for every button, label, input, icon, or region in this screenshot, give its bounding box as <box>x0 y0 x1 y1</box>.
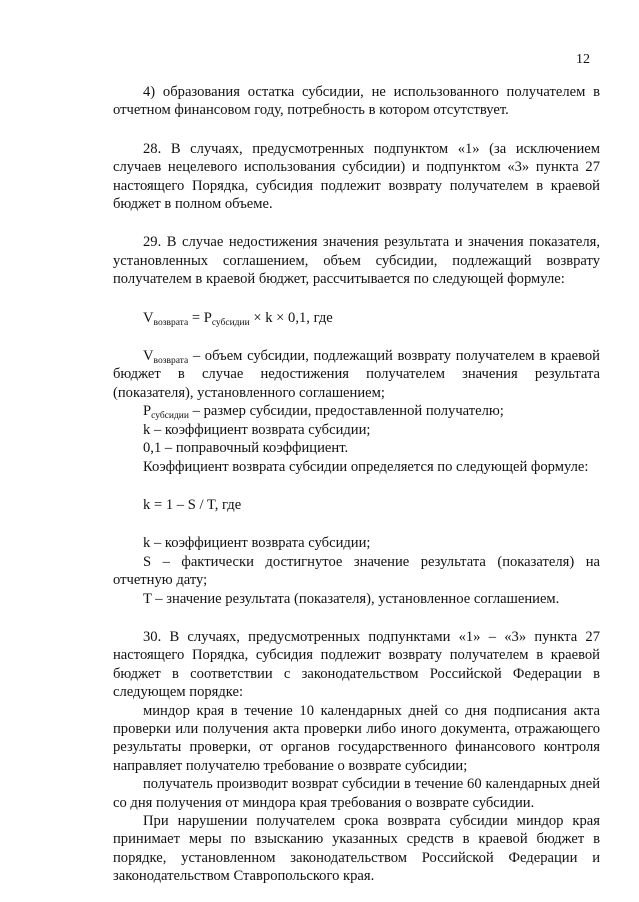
paragraph-30-violation: При нарушении получателем срока возврата субсидии миндор края принимает меры по взысканию указанных средств в краевой бюджет в порядке, установленном законодательством Российской Федерации и законодательством Ставропольского края. <box>113 813 600 885</box>
spacer <box>113 213 600 233</box>
def-v-text: – объем субсидии, подлежащий возврату получателем в краевой бюджет в случае недостижения получателем значения результата (показателя), установленного соглашением; <box>113 348 600 401</box>
definition-s: S – фактически достигнутое значение результата (показателя) на отчетную дату; <box>113 553 600 589</box>
paragraph-item-4: 4) образования остатка субсидии, не использованного получателем в отчетном финансовом году, потребность в котором отсутствует. <box>113 84 600 119</box>
formula-p-subscript: субсидии <box>211 317 250 328</box>
spacer <box>113 608 600 628</box>
def-v-symbol: V <box>143 348 154 365</box>
definition-k2: k – коэффициент возврата субсидии; <box>143 535 371 552</box>
page-number: 12 <box>576 52 590 67</box>
def-p-text: – размер субсидии, предоставленной получателю; <box>188 403 504 420</box>
formula-refund-volume <box>113 309 600 327</box>
formula-coefficient: k = 1 – S / T, где <box>143 496 242 513</box>
def-p-symbol: P <box>143 403 152 420</box>
spacer <box>113 327 600 347</box>
formula-eq-p: = P <box>188 309 212 326</box>
definition-v <box>113 347 600 402</box>
paragraph-30: 30. В случаях, предусмотренных подпунктами «1» – «3» пункта 27 настоящего Порядка, субсидия подлежит возврату получателем в краевой бюджет в соответствии с законодательством Российской Федерации в следующем порядке: <box>113 628 600 701</box>
spacer <box>113 514 600 534</box>
paragraph-29: 29. В случае недостижения значения результата и значения показателя, установленных соглашением, объем субсидии, подлежащий возврату получателем в краевой бюджет, рассчитывается по следующей формуле: <box>113 234 600 288</box>
document-body <box>113 83 600 886</box>
formula-rest: × k × 0,1, где <box>249 309 333 326</box>
spacer <box>113 120 600 140</box>
definition-p <box>113 402 600 420</box>
def-v-subscript: возврата <box>153 356 189 367</box>
coefficient-intro: Коэффициент возврата субсидии определяется по следующей формуле: <box>143 458 589 475</box>
definition-t: T – значение результата (показателя), установленное соглашением. <box>143 590 560 607</box>
paragraph-30-step-a: миндор края в течение 10 календарных дней со дня подписания акта проверки или получения акта проверки либо иного документа, отражающего результаты проверки, от органов государственного финансового контроля направляет получателю требование о возврате субсидии; <box>113 702 600 774</box>
def-p-subscript: субсидии <box>151 411 189 422</box>
formula-v-subscript: возврата <box>153 317 189 328</box>
paragraph-30-step-b: получатель производит возврат субсидии в течение 60 календарных дней со дня получения от миндора края требования о возврате субсидии. <box>113 776 600 811</box>
definition-correction: 0,1 – поправочный коэффициент. <box>143 440 349 457</box>
formula-v-symbol: V <box>143 309 154 326</box>
definition-k: k – коэффициент возврата субсидии; <box>143 421 371 438</box>
paragraph-28: 28. В случаях, предусмотренных подпунктом «1» (за исключением случаев нецелевого использования субсидии) и подпунктом «3» пункта 27 настоящего Порядка, субсидия подлежит возврату получателем в краевой бюджет в полном объеме. <box>113 140 600 213</box>
spacer <box>113 476 600 496</box>
spacer <box>113 289 600 309</box>
